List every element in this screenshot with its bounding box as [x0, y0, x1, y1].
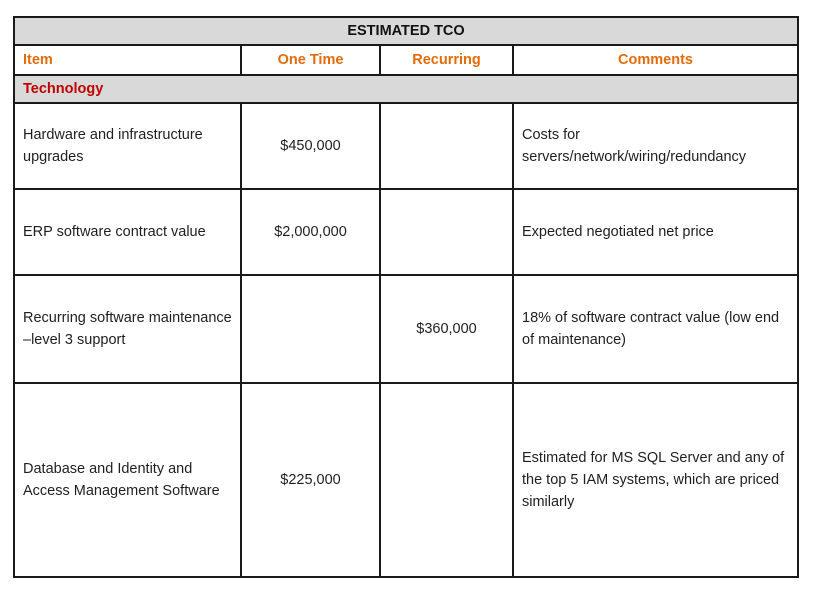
row-comments: Costs for servers/network/wiring/redundancy — [513, 103, 798, 189]
row-comments: 18% of software contract value (low end of maintenance) — [513, 275, 798, 383]
row-comments: Estimated for MS SQL Server and any of the top 5 IAM systems, which are priced similarly — [513, 383, 798, 577]
row-comments: Expected negotiated net price — [513, 189, 798, 275]
table-row — [14, 189, 798, 275]
table-title-row — [14, 17, 798, 45]
table-header-row — [14, 45, 798, 75]
row-recurring — [380, 189, 513, 275]
header-recurring: Recurring — [380, 45, 513, 75]
row-one-time — [241, 275, 380, 383]
row-item: Hardware and infrastructure upgrades — [14, 103, 241, 189]
row-item: Recurring software maintenance –level 3 support — [14, 275, 241, 383]
row-recurring: $360,000 — [380, 275, 513, 383]
header-item: Item — [14, 45, 241, 75]
row-item: ERP software contract value — [14, 189, 241, 275]
row-recurring — [380, 383, 513, 577]
table-row — [14, 275, 798, 383]
row-recurring — [380, 103, 513, 189]
header-one-time: One Time — [241, 45, 380, 75]
row-one-time: $225,000 — [241, 383, 380, 577]
estimated-tco-table — [13, 16, 799, 578]
row-one-time: $450,000 — [241, 103, 380, 189]
row-item: Database and Identity and Access Management Software — [14, 383, 241, 577]
row-one-time: $2,000,000 — [241, 189, 380, 275]
header-comments: Comments — [513, 45, 798, 75]
section-label: Technology — [14, 75, 798, 103]
table-row — [14, 383, 798, 577]
section-row — [14, 75, 798, 103]
table-row — [14, 103, 798, 189]
table-title: ESTIMATED TCO — [14, 17, 798, 45]
